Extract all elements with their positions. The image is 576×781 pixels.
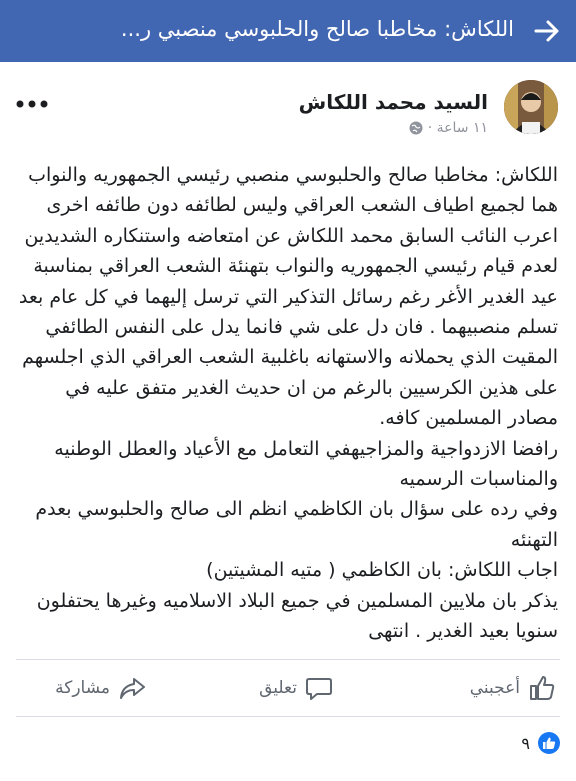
comment-button[interactable] bbox=[259, 672, 333, 704]
share-button[interactable] bbox=[55, 672, 146, 704]
post-header bbox=[0, 62, 576, 152]
avatar[interactable] bbox=[504, 80, 558, 134]
more-dots-icon[interactable] bbox=[14, 94, 50, 114]
post-paragraph: اللكاش: مخاطبا صالح والحلبوسي منصبي رئيسي الجمهوريه والنواب هما لجميع اطياف الشعب العراقي وليس لطائفه دون طائفه اخرى bbox=[28, 164, 558, 217]
reaction-count: ٩ bbox=[521, 733, 530, 753]
like-badge-icon bbox=[538, 732, 560, 754]
page-title: اللكاش: مخاطبا صالح والحلبوسي منصبي ر... bbox=[120, 17, 514, 41]
arrow-right-icon[interactable] bbox=[532, 16, 562, 46]
post-time[interactable]: ١١ ساعة · bbox=[427, 120, 488, 136]
post-paragraph: يذكر بان ملايين المسلمين في جميع البلاد الاسلاميه وغيرها يحتفلون سنويا بعيد الغدير . انتهى bbox=[36, 589, 558, 643]
action-bar bbox=[0, 660, 576, 716]
avatar-image bbox=[504, 80, 558, 134]
globe-icon bbox=[409, 121, 423, 135]
author-name[interactable]: السيد محمد اللكاش bbox=[298, 90, 488, 114]
comment-icon bbox=[305, 674, 333, 702]
comment-label: تعليق bbox=[259, 678, 297, 698]
post-paragraph: اجاب اللكاش: بان الكاظمي ( متيه المشيتين) bbox=[206, 559, 558, 582]
like-button[interactable] bbox=[470, 672, 556, 704]
post-body bbox=[18, 160, 558, 647]
share-label: مشاركة bbox=[55, 678, 110, 698]
reactions-summary[interactable] bbox=[521, 730, 560, 756]
post-paragraph: رافضا الازدواجية والمزاجيهفي التعامل مع الأعياد والعطل الوطنيه والمناسبات الرسميه bbox=[54, 437, 558, 491]
post-paragraph: اعرب النائب السابق محمد اللكاش عن امتعاضه واستنكاره الشديدين لعدم قيام رئيسي الجمهوريه والنواب بتهنئة الشعب العراقي بمناسبة عيد الغدير الأغر رغم رسائل التذكير التي ترسل إليهما في كل عام بعد تسلم منصبيهما . فان دل على شي فانما يدل على النفس الطائفي المقيت الذي يحملانه والاستهانه باغلبية الشعب العراقي الذي اجلسهم على هذين الكرسيين بالرغم من ان حديث الغدير متفق عليه في مصادر المسلمين كافه. bbox=[18, 224, 558, 430]
post-paragraph: وفي رده على سؤال بان الكاظمي انظم الى صالح والحلبوسي بعدم التهنئه bbox=[35, 498, 558, 551]
divider bbox=[16, 716, 560, 717]
thumbs-up-icon bbox=[528, 674, 556, 702]
post-meta bbox=[409, 120, 488, 136]
like-label: أعجبني bbox=[469, 678, 520, 698]
top-bar bbox=[0, 0, 576, 62]
share-icon bbox=[118, 674, 146, 702]
